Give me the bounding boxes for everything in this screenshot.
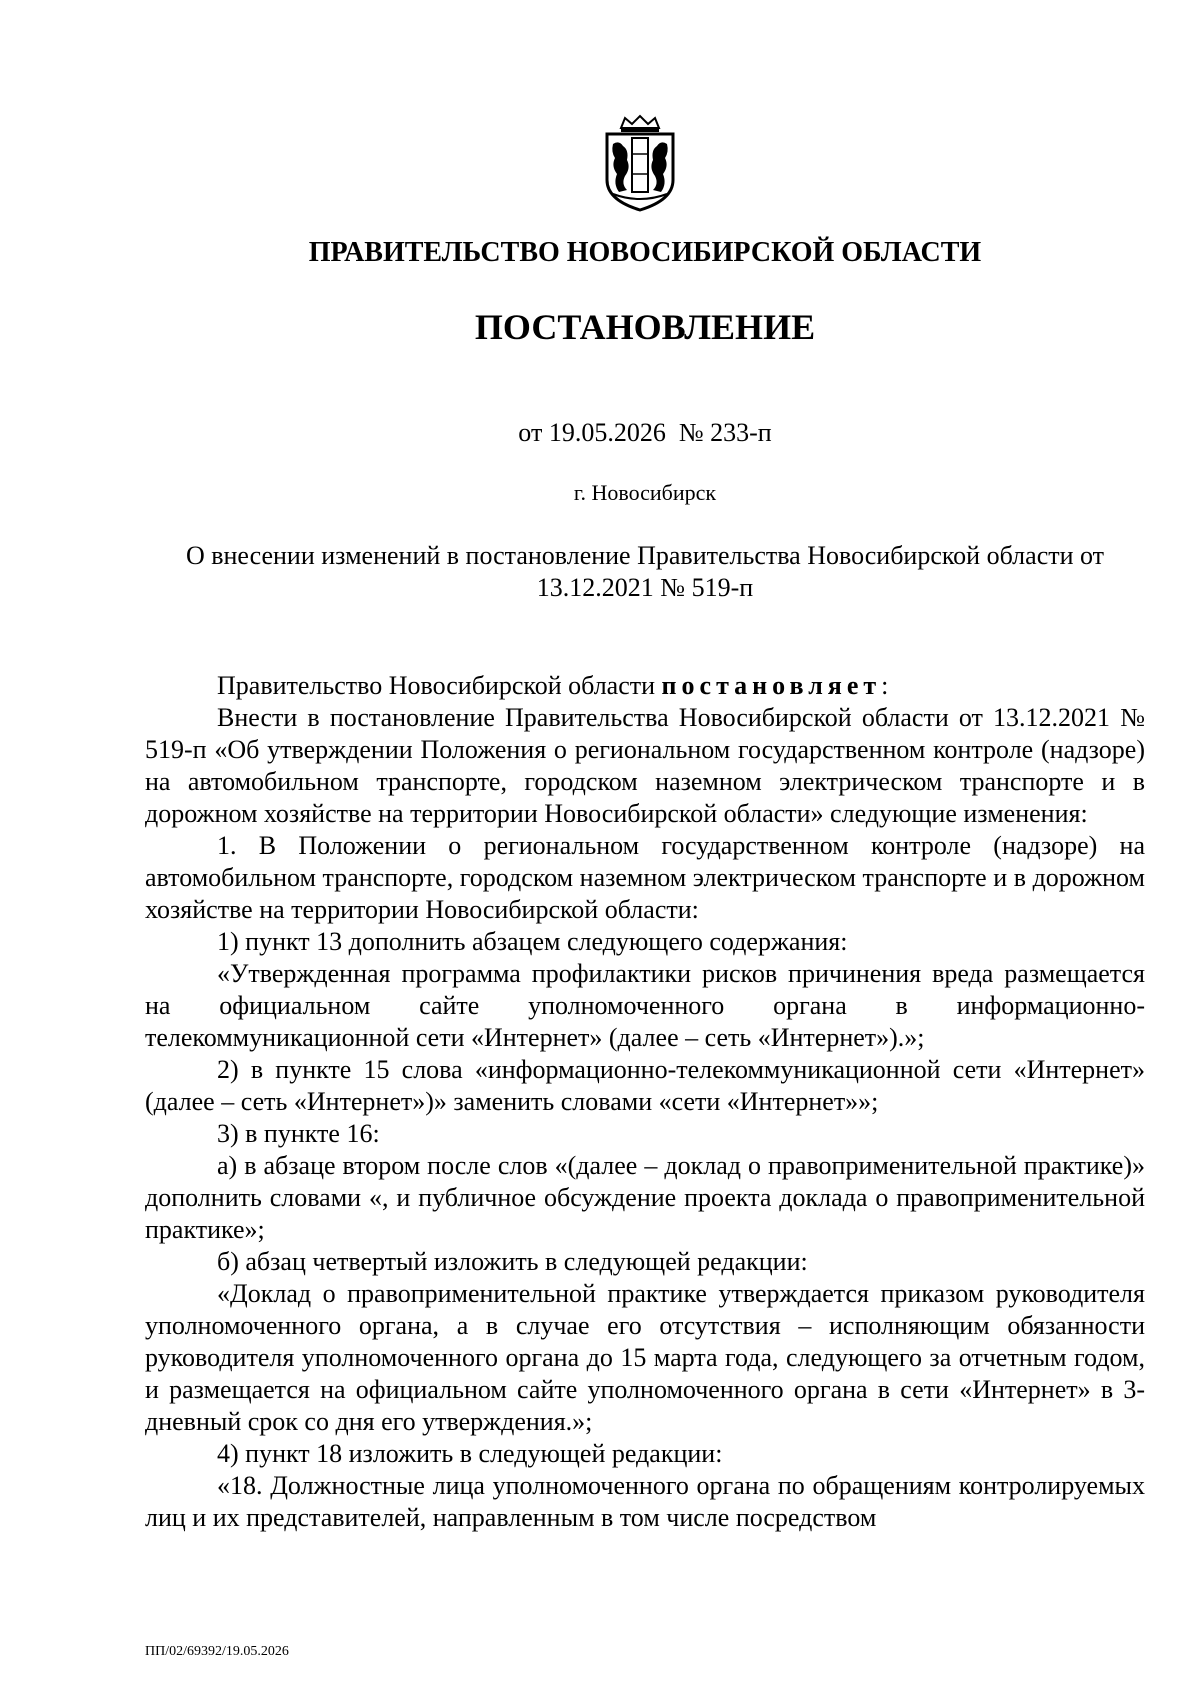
body-paragraph: 1) пункт 13 дополнить абзацем следующего содержания: [217, 927, 848, 956]
body-paragraph: б) абзац четвертый изложить в следующей редакции: [217, 1247, 808, 1276]
body-paragraph: «Утвержденная программа профилактики рисков причинения вреда размещается на официальном сайте уполномоченного органа в информационно-телекоммуникационной сети «Интернет» (далее – сеть «Интернет»).»; [145, 959, 1145, 1052]
body-paragraph: а) в абзаце втором после слов «(далее – доклад о правоприменительной практике)» дополнить словами «, и публичное обсуждение проекта доклада о правоприменительной практике»; [145, 1151, 1145, 1244]
document-type-title: ПОСТАНОВЛЕНИЕ [474, 307, 816, 347]
document-date-number: от 19.05.2026 № 233-п [518, 418, 772, 447]
document-city: г. Новосибирск [573, 480, 717, 505]
body-paragraph: «Доклад о правоприменительной практике утверждается приказом руководителя уполномоченного органа, а в случае его отсутствия – исполняющим обязанности руководителя уполномоченного органа до 15 марта года, следующего за отчетным годом, и размещается на официальном сайте уполномоченного органа в сети «Интернет» в 3-дневный срок со дня его утверждения.»; [145, 1279, 1145, 1436]
document-subject: О внесении изменений в постановление Правительства Новосибирской области от 13.12.2021 № 519-п [185, 541, 1105, 602]
document-body [145, 670, 1145, 1534]
footer-document-code: ПП/02/69392/19.05.2026 [145, 1644, 289, 1659]
preamble-keyword: постановляет [661, 671, 882, 700]
organization-title: ПРАВИТЕЛЬСТВО НОВОСИБИРСКОЙ ОБЛАСТИ [308, 237, 982, 268]
preamble-paragraph [145, 670, 1145, 702]
preamble-suffix: : [881, 671, 889, 700]
coat-of-arms-icon [599, 114, 681, 212]
body-paragraph: 4) пункт 18 изложить в следующей редакции: [217, 1439, 723, 1468]
body-paragraph: «18. Должностные лица уполномоченного органа по обращениям контролируемых лиц и их представителей, направленным в том числе посредством [145, 1471, 1145, 1532]
preamble-prefix: Правительство Новосибирской области [217, 671, 662, 700]
body-paragraph: 2) в пункте 15 слова «информационно-телекоммуникационной сети «Интернет» (далее – сеть «Интернет»)» заменить словами «сети «Интернет»»; [145, 1055, 1145, 1116]
body-paragraph: Внести в постановление Правительства Новосибирской области от 13.12.2021 № 519-п «Об утверждении Положения о региональном государственном контроле (надзоре) на автомобильном транспорте, городском наземном электрическом транспорте и в дорожном хозяйстве на территории Новосибирской области» следующие изменения: [145, 703, 1145, 828]
body-paragraph: 1. В Положении о региональном государственном контроле (надзоре) на автомобильном транспорте, городском наземном электрическом транспорте и в дорожном хозяйстве на территории Новосибирской области: [145, 831, 1145, 924]
body-paragraph: 3) в пункте 16: [217, 1119, 380, 1148]
